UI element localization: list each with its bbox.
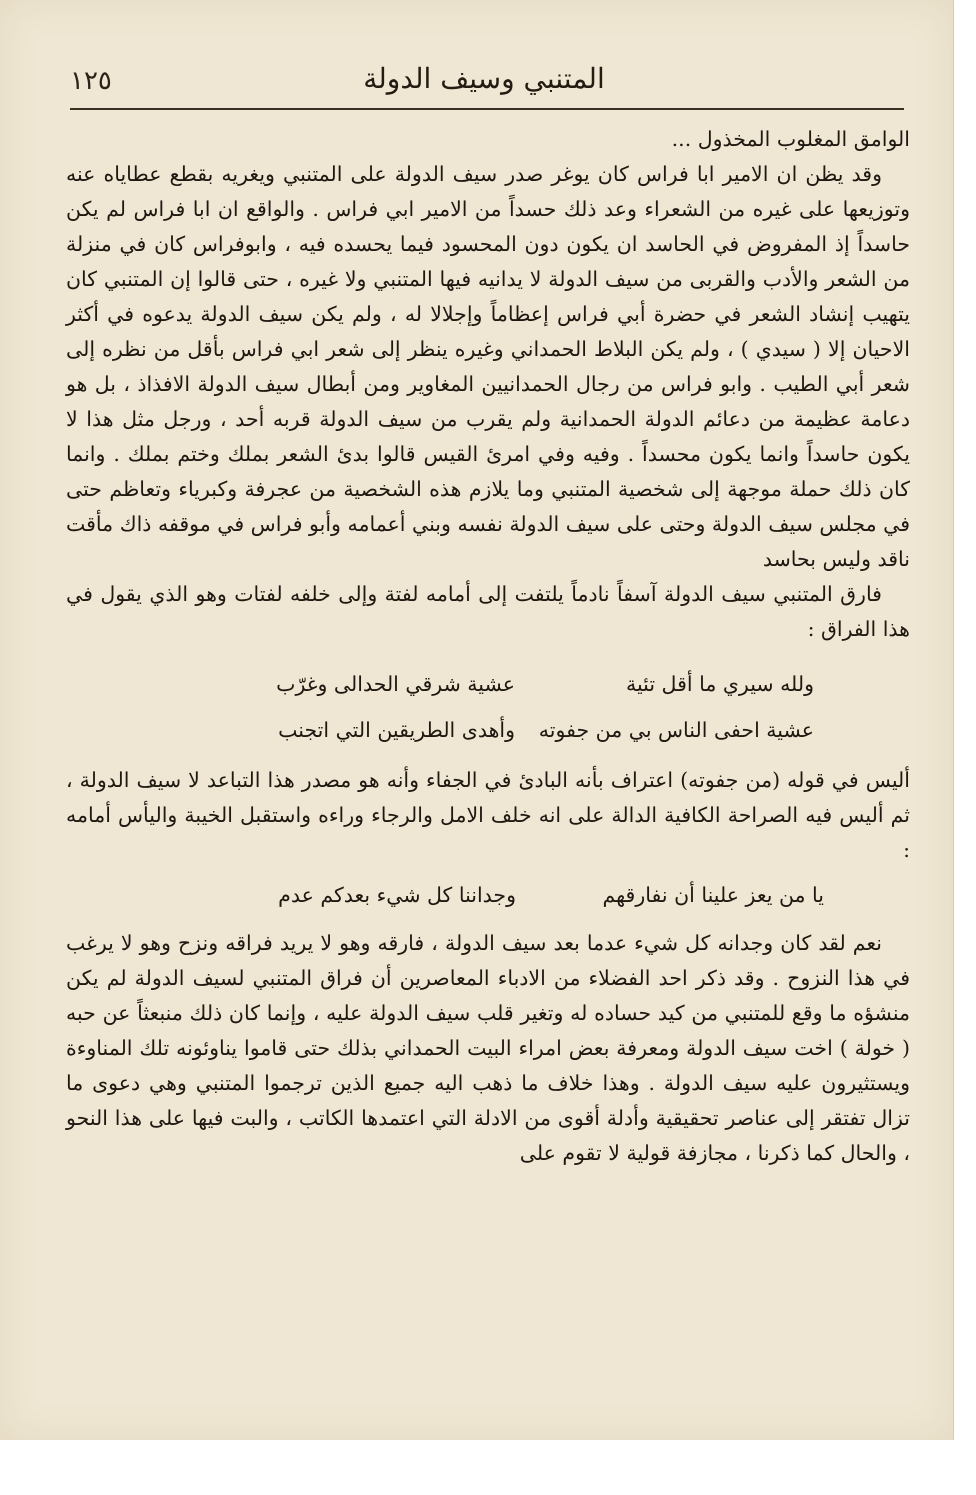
hemistich-second: وجداننا كل شيء بعدكم عدم [278,882,516,907]
poem-verses [66,661,910,753]
poem-verse-1 [66,661,910,707]
page-body [66,122,910,1171]
page-header [70,62,898,104]
page-number: ١٢٥ [70,66,112,96]
paragraph-5: نعم لقد كان وجدانه كل شيء عدما بعد سيف الدولة ، فارقه وهو لا يريد فراقه ونزح وهو لا يرغب في هذا النزوح . وقد ذكر احد الفضلاء من الادباء المعاصرين أن فراق المتنبي لسيف الدولة لم يكن منشؤه ما وقع للمتنبي من كيد حساده له وتغير قلب سيف الدولة عليه ، وإنما كان ذلك منبعثاً عن حبه ( خولة ) اخت سيف الدولة ومعرفة بعض امراء البيت الحمداني بذلك حتى قاموا يناوئونه تلك المناوءة ويستثيرون عليه سيف الدولة . وهذا خلاف ما ذهب اليه جميع الذين ترجموا المتنبي وهي دعوى ما تزال تفتقر إلى عناصر تحقيقية وأدلة أقوى من الادلة التي اعتمدها الكاتب ، والبت فيها على هذا النحو ، والحال كما ذكرنا ، مجازفة قولية لا تقوم على [66,931,910,1165]
paragraph-2: وقد يظن ان الامير ابا فراس كان يوغر صدر سيف الدولة على المتنبي ويغريه بقطع عطاياه عنه وتوزيعها على غيره من الشعراء وعد ذلك حسداً من الامير ابي فراس . والواقع ان ابا فراس لم يكن حاسداً إذ المفروض في الحاسد ان يكون دون المحسود فيما يحسده فيه ، وابوفراس كان في منزلة من الشعر والأدب والقربى من سيف الدولة لا يدانيه فيها المتنبي ولا غيره ، حتى قالوا إن المتنبي كان يتهيب إنشاد الشعر في حضرة أبي فراس إعظاماً وإجلالا له ، ولم يكن سيف الدولة يدعوه في أكثر الاحيان إلا ( سيدي ) ، ولم يكن البلاط الحمداني وغيره ينظر إلى شعر ابي فراس بأقل من نظره إلى شعر أبي الطيب . وابو فراس من رجال الحمدانيين المغاوير ومن أبطال سيف الدولة الافذاذ ، بل هو دعامة عظيمة من دعائم الدولة الحمدانية ولم يقرب من سيف الدولة قربه أحد ، ورجل مثل هذا لا يكون حاسداً وانما يكون محسداً . وفيه وفي امرئ القيس قالوا بدئ الشعر بملك وختم بملك . وانما كان ذلك حملة موجهة إلى شخصية المتنبي وما يلازم هذه الشخصية من عجرفة وكبرياء وتعاظم حتى في مجلس سيف الدولة وحتى على سيف الدولة نفسه وبني أعمامه وأبو فراس في موقفه ذاك مأقت ناقد وليس بحاسد [66,162,910,571]
paragraph-1: الوامق المغلوب المخذول ... [671,127,910,151]
header-rule [70,108,904,110]
paragraph-4: أليس في قوله (من جفوته) اعتراف بأنه البادئ في الجفاء وأنه هو مصدر هذا التباعد لا سيف الدولة ، ثم أليس فيه الصراحة الكافية الدالة على انه خلف الامل والرجاء وراءه واستقبل الخيبة واليأس أمامه : [66,768,910,862]
hemistich-first: ولله سيري ما أقل تئية [625,671,814,696]
hemistich-first: يا من يعز علينا أن نفارقهم [602,882,824,907]
paragraph-3: فارق المتنبي سيف الدولة آسفاً نادماً يلتفت إلى أمامه لفتة وإلى خلفه لفتات وهو الذي يقول في هذا الفراق : [66,582,910,641]
hemistich-second: عشية شرقي الحدالى وغرّب [276,671,515,696]
poem-verse-3 [66,872,910,918]
hemistich-first: عشية احفى الناس بي من جفوته [538,717,814,742]
poem-verse-2 [66,707,910,753]
running-title: المتنبي وسيف الدولة [363,62,605,95]
hemistich-second: وأهدى الطريقين التي اتجنب [278,717,515,742]
